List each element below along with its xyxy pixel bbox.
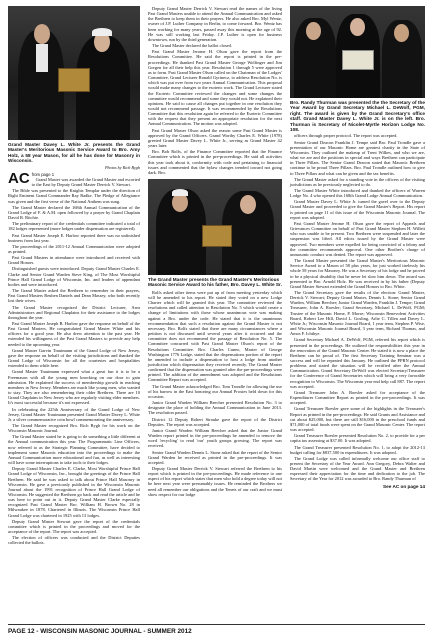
left-column [8,6,140,547]
page-footer [8,624,425,637]
paragraph: Distinguished guests were introduced. Deputy Grand Master Charles E. Clarke and Senior Grand Warden Steve King, of The Most Worshipful Prince Hall Grand Lodge of Wisconsin, Inc. and leaders of appendant bodies and were introduced. [8,266,140,287]
paragraph: The preliminary report of the credentials committee indicated a total of 182 lodges represented (more lodges under dispensation are registered). [8,221,140,232]
middle-column [148,6,282,176]
paragraph: Past Grand Master Jerome H. Olson gave the report from the Resolutions Committee. He said the report is printed in the pre-proceedings. He thanked Past Grand Master George Wolfinger and Jim Gorgen for all their help this year. Resolution 1 through 5 were approved as to form. Past Grand Master Olson called on the Chairman of the Lodges' Committee, Grand Lecturer Ronald Gyrinecz, to address Resolution No. is which was put over from two years Annual Communication. This proposal would make many changes to the esoteric work. The Grand Lecturer stated the Esoteric Committee reviewed the changes and some changes the committee would recommend and some they would not. He explained their opinions. He said to cause all changes put together in one resolution they would not recommend passage. It was recommended by the Resolutions Committee that this resolution again be referred to the Esoteric Committee with the request that they present an appropriate resolution for the next Annual Communication. The motion was adopted. [148,49,282,127]
paragraph: The Grand Master asked the Brethren to remember in their prayers, Past Grand Masters Reuben Daniels and Dean Massey, who both recently lost their wives. [8,288,140,304]
paragraph: The Grand Master presented the Grand Master's Meritorious Masonic Service Award to a Mason of 58 plus years, for just worked tirelessly his whole 58 years for Masonry. He was a Secretary of his lodge and he proved to be a physical disability that he never let slow him down. The award was presented to Bro. Arnold Holz. He was received in by his father (Deputy Grand Master Stewart extended the Grand Honors to Bro. White. [290,258,425,289]
paragraph: The Grand Lodge was called informally welcome our office staff to present the Secretary of the Year Award. Ann Gregory, Debra Walter and David Martin were welcomed and the Grand Master and Brethren expressed their appreciation for the time and dedication to the job. The Secretary of the Year for 2012 was awarded to Bro. Randy Thurman of [290,455,425,482]
paragraph: Past Grand Masters in attendance were introduced and received with Grand Honors. [8,255,140,266]
paragraph: Deputy Grand Master Derrick V. Stewart referred the Brethren to his report which is printed in the pre-proceedings. He made reference to one aspect of his report which states that men who hold a degree today will not be here next year were presumably issues. He reminded the Brothers we need all remember our obligations and the Tenets of our craft and we must show respect for our lodge [148,465,282,497]
right-article-text [290,133,425,481]
paragraph: The Grand Treasurer presented Resolution No. 1, to adopt the 2012-13 budget calling for $837,500 in expenditures. It was adopted. [290,444,425,455]
paragraph: Bro. Bob Rolfs, of the Finance Committee reported that the Finance Committee which is printed in the pre-proceedings. He said all activities this year took about it, conformity with code and pertaining to financial issues and commented that the bylaw changes trended toward not going dark. Bro. [148,149,282,175]
paragraph: Past Grand Master Joseph B. Harlow gave the response on behalf of the Past Grand Masters. He congratulated Grand Master White and his officers for a good year. He also drew attention to the past year. He extended his willingness of the Past Grand Masters to provide any help needed to the upcoming year. [8,321,140,347]
photo-holz-award [8,6,140,140]
paragraph: The Bible was presented to the Knights Templar under the direction of Right Eminent Grand Commander Ray Radke. The Pledge of Allegiance was given and the first verse of the National Anthem was sung. [8,188,140,204]
right-column [290,6,425,489]
paragraph: The Grand Master recognized the District Lecturer, Area Administrators and Regional Chaplains for their assistance to the lodges throughout the year. [8,304,140,320]
paragraph: Senior Grand Deacon Franklin J. Tempe said Bro. Paul Trondle gave a presentation of our Masonic Home are greatest charity in the State of Wisconsin. They outlined the makeup of Trent Wilkes, and who we are, what we are and the positions in special and ways Brethren can participate in Three Pillars. The Senior Grand Deacon stated that Masonic Brethren continue to be proud Three Pillars. Bro. Paul Trondle outlined how to give to Three Pillars and what can be given and the tax benefits. [290,139,425,176]
paragraph: The Grand Master White introduced and thanked the officers of Warren Lodge No. 4 who opened this 168th Grand Lodge Annual Communication. [290,188,425,199]
paragraph: The election of officers was conducted and the District Deputies collected the ballots. [8,535,140,546]
paragraph: Deputy Grand Master Derrick V. Stewart read the names of the living Past Grand Masters unable to attend the Annual Communication and asked the Brethren to keep them in their prayers. He also asked Bro. Myl Wentz, owner of J.P. Luther Company in Berlin, to come forward. Bro. Wentz has been working for many years, passed away this morning at the age of 92. He was still working last Friday. J.P. Luther is open for business downtown, run by the third generation. [148,6,282,42]
paragraph: Past Grand Master Joseph E. Harlow reported there was no unfinished business from last year. [8,232,140,243]
paragraph: Grand Treasurer Roesler presented Resolution No. 2, to provide for a per capita tax assessing at $37.00. It was adopted. [290,433,425,444]
paragraph: Grand Secretary Michael A. DeWolf, PGM, referred his report which is presented in the proceedings. He outlined the responsibilities this year in the renovation of the Grand Masonic Center. He stated it is now a place the Brethren can be proud of. The first Secretary Training Seminar was a success and will be repeated this January. He outlined the PPRN protocol problems and stated the situation will be rectified after the Annual Communication. Grand Secretary DeWolf was elected Secretary/Treasurer for the Conference of Grand Secretaries which will bring a very favorable recognition to Wisconsin. The Wisconsin year end help call 887. The report was accepted. [290,337,425,389]
photo-white-father-award [148,179,282,275]
paragraph: Deputy Grand Master Stewart gave the report of the credentials committee which is printed in the proceedings and moved for the acceptance of the report. The report was accepted. [8,518,140,535]
photo2-caption: The Grand Master presents the Grand Master's Meritorious Masonic Service Award to his father, Bro. Davey L. White Sr. [148,277,282,288]
paragraph: Senior Grand Warden Dennis L. Stone asked that the report of the Senior Grand Warden be received as printed in the pre-proceedings. It was accepted. [148,449,282,465]
photo1-caption: Grand Master Davey L. White Jr. presents the Grand Master's Meritorious Masonic Service Award to Bro. Amy Holz, a 58 year Mason, for all he has done for Masonry in Wisconsin. [8,142,140,164]
paragraph: The proceedings of the 2011-12 Annual Communication were adopted as printed. [8,243,140,254]
middle-article-text [148,6,282,175]
middle-photo-block [148,179,282,498]
paragraph: The Grand Master asked for a standing vote in the officers of the visiting jurisdictions as he previously neglected to do. [290,176,425,187]
paragraph: Junior Grand Warden William Beecher presented Resolution No. 3 to designate the place of holding the Annual Communication in June 2013. The resolution passed. [148,400,282,416]
continued-on: See AC on page 14 [382,483,425,489]
paragraph: In celebrating the 225th Anniversary of the Grand Lodge of New Jersey, Grand Master Trautmann presented Grand Master Davey L. White Jr. a silver commemorative coin bowl commemorating the anniversary. [8,406,140,422]
paragraph: Past Grand Master Olson asked the reason some Past Grand Master is approved by the Grand Officers. Grand Worthy Charles E. White (1978) greeted Grand Master Davey L. White Jr., serving as Grand Master 42 years later. [148,127,282,149]
paragraph: Grand Treasurer Roesler gave some of the highlights in the Treasurer's Report as printed in the pre-proceedings. He said Grants and Assistance and cut about $25,000, but there are still $16,000 in the preschool funds and $71,000 of total funds were spent on the Grand Masonic Center. The report was accepted. [290,406,425,433]
paragraph: District 12 Deputy Robert Strauke gave the report of the District Deputies. The report was accepted. [148,416,282,427]
footer-text: PAGE 12 - WISCONSIN MASONIC JOURNAL - SUMMER 2012 [8,627,192,635]
paragraph: officers through proper protocol. The report was accepted. [294,133,398,139]
paragraph: Grand Master Trautmann expressed what a great fun it is to be a Freemason with all the young men knocking on our door to gain admission. He explained the success of membership growth in reaching members in New Jersey. Members are much like young men, who wanted to stay. They are also remembering their older Brethren. There are 10 Grand Chaplains in New Jersey who are regularly visiting elder members. It's most successful because it's not expressed. [8,369,140,406]
paragraph: The Grand Master recognized Bro. Rich Bygh for his work on the Wisconsin Masonic Journal. [8,422,140,434]
left-article-text [8,177,140,546]
paragraph: Deputy Grand Master Charles E. Clarke, Most Worshipful Prince Hall Grand Lodge of Wisconsin, Inc., brought the greetings of the Prince Hall Brethren. He said he was asked to talk about Prince Hall Masonry in Wisconsin. He gave a previously published in the Wisconsin Masonic Journal about the 1991 recognition of Prince Hall Grand Lodge of Wisconsin. He suggested the Brethren go back and read the article and he was here to point out in it. Deputy Grand Master Clarke especially recognized Past Grand Master Bro. William H. Brown No. 28 in Milwaukee in 1878, Chartered in Illinois. The Wisconsin Prince Hall Grand Lodge was chartered in 1925 with 13 lodges. [8,466,140,518]
paragraph: Junior Grand Warden William Beecher asked that the Junior Grand Warden report printed in the pre-proceedings be amended to remove the word 'recycling' to read 'our' youth groups growing. The report was received. [148,427,282,449]
drop-cap: AC [8,169,30,187]
paragraph: Rolfs asked other items were put up of from meeting yesterday which will be amended to his report. He stated they voted on a new Lodge Charter which will be granted this year. The committee reviewed the resolutions and called attention to Resolution No. 5 which would create a change of limitations with those whose unanimous vote was making against a Bro. under the code. He stated that it is the unanimous recommendation that such a resolution against the Grand Master is not necessary. Bro. Rolfs stated that there are many circumstances where a petition is not discussed until several years after it occurred and the committee does not recommend the passage of Resolution No. 5. The Committee concurred with Past Grand Master Olson's report of the Resolutions Committee. Bro. Charles Cuneo, Master of George Washington 1776 Lodge, stated that the dispensations portion of the report be amended to include a dispensation to host a lodge from another jurisdiction which dispensation they received recently. The Grand Master confirmed that the dispensation was granted after the pre-proceedings were printed. The addition of the amendment was adopted and the Resolutions Committee Report was accepted. [148,289,282,383]
continued-from: from page 1 [31,171,55,177]
photo-credit: Photos by Rich Bygh [104,164,140,170]
paragraph: Past Grand Master Jerome H. Olson gave the report of Appeals and Grievances Committee on behalf of Past Grand Master Stephen H. Willett who was unable to be present. Two Brethren were suspended and later the suspension was lifted. All edicts issued by the Grand Master were approved. Two members were expelled for being convicted of a felony and the committee recommends approval. One other Brother's charge of unmasonic conduct was denied. The report was approved. [290,220,425,257]
paragraph: The Grand Master declared the ballot closed. [152,43,232,49]
paragraph: The Grand Secretary gave the results of the election: Grand Master, Derrick V. Stewart; Deputy Grand Master, Dennis L. Stone; Senior Grand Warden, William Beecher; Junior Grand Warden, Franklin J. Tempe; Grand Treasurer, John A. Roesler; Grand Secretary, Michael L. DeWolf, PGM; Trustee of the Masonic Home, P. Morse; Wisconsin Benevolent Activities Board, Robert Lee Hill, David L. Gosling, Arlie C. Tillen and Davey L. White Jr.; Wisconsin Masonic Journal Board, 1 year term, Stephen P. Wise, and Wisconsin Masonic Journal Board, 3 year term, Richard Thomas, and Amos F. Ichthye. [290,289,425,337]
paragraph: The Grand Master stated he is going to do something a little different at the Annual communication this year. The Programmatic Line Officers, now referred to as the Strategic Planning Committee, have decided to implement some Masonic education into the proceedings to make the Annual Communication more educational and fun, as well as interesting will have some interruptions to take tools to their lodges. [8,434,140,466]
paragraph: Grand Master Davey L. White Jr. turned the gavel over to the Deputy Grand Master and proceeded to give the Grand Master's Report. His report is printed on page 11 of this issue of the Wisconsin Masonic Journal. The report was adopted. [290,199,425,220]
paragraph: Grand Master was awarded the Grand Master and escorted to the East by Deputy Grand Master Derrick V. Stewart. [31,176,140,188]
paragraph: The Grand Master declared the 168th Annual Communication of the Grand Lodge of F. & A.M. open followed by a prayer by Grand Chaplain David R. Ritchie. [8,204,140,221]
photo3-caption: Bro. Randy Thurman was presented the the Secretary of the Year Award by Grand Secretary Michael L. DeWolf, PGM, right. The award is given by the Grand Secretary's office staff. Grand Master Davey L. White Jr. is on the left. Bro. Thurman is Secretary of Nicolet-Myrtle Horizon Lodge No. 108. [290,100,425,133]
middle-article-text-continued [148,290,282,497]
paragraph: The Grand Master acknowledged Bro. Tom Trondle for allowing the use of his barrow in the East honoring our Annual Proxies held down for this occasion. [148,383,282,399]
photo-secretary-award [290,6,425,98]
paragraph: Grand Master Garvin Trautmann of the Grand Lodge of New Jersey, gave the response on behalf of the visiting jurisdictions and thanked the Grand Lodge of Wisconsin for all the courtesies and hospitalities extended to them while here. [8,347,140,369]
paragraph: Grand Treasurer John A. Roesler asked for acceptance of the Expenditures Committee Report as printed in the pre-proceedings. It was accepted. [290,389,425,406]
